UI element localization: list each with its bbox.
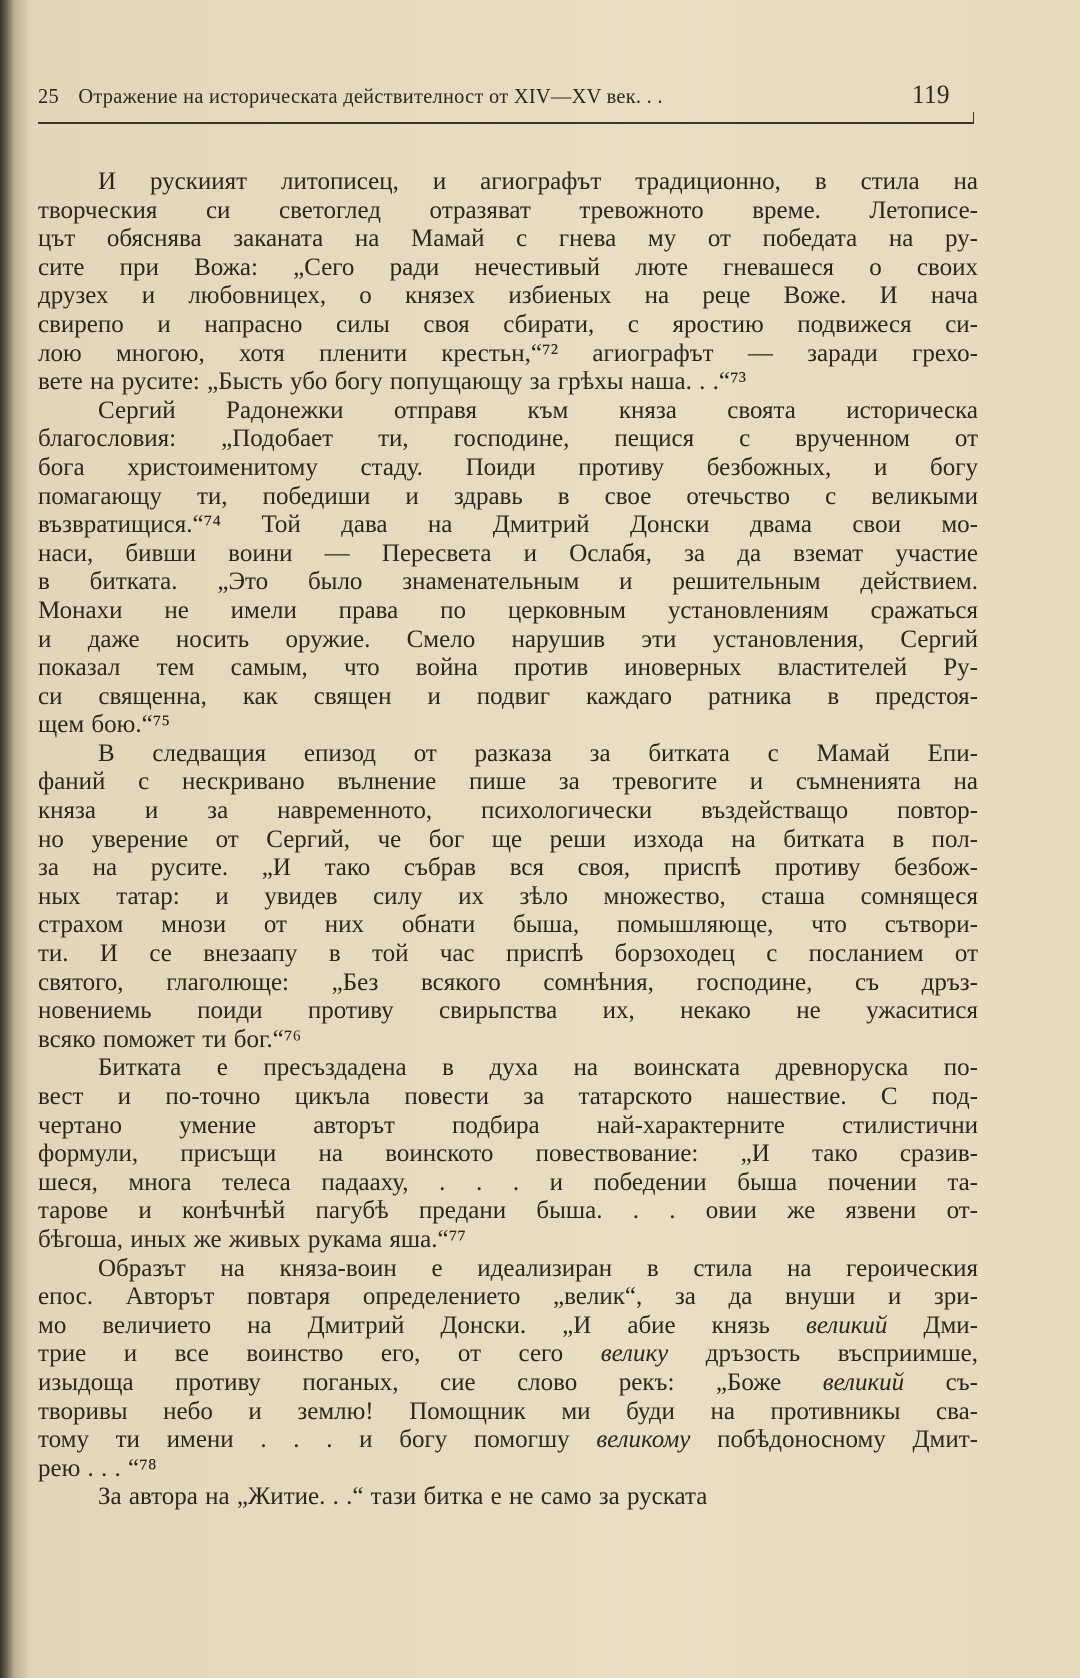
page-body — [38, 168, 978, 1512]
italic-text: великий — [822, 1368, 905, 1396]
text-line — [38, 1426, 978, 1455]
text-line: цът обяснява заканата на Мамай с гнева му от победата на ру- — [38, 225, 978, 253]
text-line: си священна, как священ и подвиг каждаго ратника в предстоя- — [38, 682, 978, 710]
text-segment: тому ти имени . . . и богу помогшу — [38, 1426, 597, 1454]
text-line: щем бою.“⁷⁵ — [38, 711, 171, 739]
text-line: и даже носить оружие. Смело нарушив эти установления, Сергий — [38, 625, 978, 653]
text-line: творивы небо и землю! Помощник ми буди на противникы сва- — [38, 1397, 978, 1425]
text-line: ных татар: и увидев силу их зѣло множество, сташа сомнящеся — [38, 882, 978, 910]
text-line: Образът на княза-воин е идеализиран в стила на героическия — [98, 1254, 978, 1282]
paragraph — [38, 1054, 978, 1254]
text-line: Битката е пресъздадена в духа на воинската древноруска по- — [98, 1054, 978, 1082]
text-line: чертано умение авторът подбира най-характерните стилистични — [38, 1111, 978, 1139]
text-line: Сергий Радонежки отправя към княза своята историческа — [98, 396, 978, 424]
text-line: И рускиият литописец, и агиографът традиционно, в стила на — [98, 168, 978, 195]
text-line: шеся, многа телеса падааху, . . . и победении быша почении та- — [38, 1168, 978, 1196]
text-line: Монахи не имели права по церковным установлениям сражаться — [38, 596, 978, 624]
text-line: ти. И се внезаапу в той час приспѣ борзоходец с посланием от — [38, 940, 978, 968]
text-line: княза и за навременното, психологически въздействащо повтор- — [38, 797, 978, 825]
text-line — [38, 1369, 978, 1398]
paragraph — [38, 1255, 978, 1484]
text-segment: изыдоща противу поганых, сие слово рекъ: „Боже — [38, 1368, 823, 1396]
text-line: За автора на „Житие. . .“ тази битка е не само за руската — [98, 1483, 708, 1511]
text-segment: дръзость въсприимше, — [668, 1340, 978, 1368]
text-segment: трие и все воинство его, от сего — [38, 1340, 601, 1368]
text-line: святого, глаголюще: „Без всякого сомнѣния, господине, съ дръз- — [38, 968, 978, 996]
text-line: страхом мнози от них обнати быша, помышляюще, что сътвори- — [38, 911, 978, 939]
text-line — [38, 1340, 978, 1369]
text-line: новениемь поиди противу свирьпства их, некако не ужаситися — [38, 997, 978, 1025]
text-line: рею . . . “⁷⁸ — [38, 1454, 157, 1482]
text-line: бога христоименитому стаду. Поиди противу безбожных, и богу — [38, 453, 978, 481]
text-line: лою многою, хотя пленити крестьн,“⁷² агиографът — заради грехо- — [38, 339, 978, 367]
text-segment: съ- — [904, 1368, 978, 1396]
text-line: свирепо и напрасно силы своя сбирати, с яростию подвижеся си- — [38, 310, 978, 338]
paragraph — [38, 740, 978, 1055]
page-number: 119 — [912, 80, 950, 109]
text-line: наси, бивши воини — Пересвета и Ослабя, за да вземат участие — [38, 539, 978, 567]
paragraph — [38, 1483, 978, 1512]
italic-text: велику — [600, 1340, 669, 1368]
text-line: помагающу ти, победиши и здравь в свое отечьство с великыми — [38, 482, 978, 510]
text-segment: мо величието на Дмитрий Донски. „И абие князь — [38, 1311, 806, 1339]
italic-text: великому — [596, 1426, 691, 1454]
text-line: възвратищися.“⁷⁴ Той дава на Дмитрий Донски двама свои мо- — [38, 511, 978, 539]
text-line: показал тем самым, что война против иноверных властителей Ру- — [38, 654, 978, 682]
paragraph — [38, 397, 978, 740]
text-line: но уверение от Сергий, че бог ще реши изхода на битката в пол- — [38, 825, 978, 853]
running-header — [38, 80, 950, 114]
text-line: сите при Вожа: „Сего ради нечестивый люте гневашеся о своих — [38, 253, 978, 281]
text-line: за на русите. „И тако събрав вся своя, приспѣ противу безбож- — [38, 854, 978, 882]
text-line: формули, присъщи на воинското повествование: „И тако сразив- — [38, 1140, 978, 1168]
text-line — [38, 1312, 978, 1341]
text-line: В следващия епизод от разказа за битката с Мамай Епи- — [98, 739, 978, 767]
header-rule — [38, 122, 974, 124]
text-line: вете на русите: „Бысть убо богу попущающу за грѣхы наша. . .“⁷³ — [38, 368, 747, 396]
text-segment: Дми- — [887, 1311, 979, 1339]
text-line: вест и по-точно цикъла повести за татарското нашествие. С под- — [38, 1083, 978, 1110]
text-line: всяко поможет ти бог.“⁷⁶ — [38, 1025, 302, 1053]
paragraph — [38, 168, 978, 397]
text-segment: побѣдоносному Дмит- — [690, 1426, 978, 1454]
italic-text: великий — [805, 1311, 888, 1339]
running-title-text: Отражение на историческата действителност от XIV—XV век. . . — [78, 84, 663, 108]
text-line: в битката. „Это было знаменательным и решительным действием. — [38, 568, 978, 596]
text-line: благословия: „Подобает ти, господине, пещися с врученном от — [38, 425, 978, 453]
running-title — [78, 84, 890, 109]
text-line: друзех и любовницех, о князех избиеных на реце Воже. И нача — [38, 282, 978, 310]
text-line: бѣгоша, иных же живых рукама яша.“⁷⁷ — [38, 1225, 467, 1253]
text-line: тарове и конѣчнѣй пагубѣ предани быша. . . овии же язвени от- — [38, 1197, 978, 1225]
text-line: епос. Авторът повтаря определението „велик“, за да внуши и зри- — [38, 1283, 978, 1311]
text-line: фаний с нескривано вълнение пише за тревогите и съмненията на — [38, 768, 978, 796]
chapter-number: 25 — [38, 84, 59, 108]
text-line: творческия си светоглед отразяват тревожното време. Летописе- — [38, 196, 978, 224]
